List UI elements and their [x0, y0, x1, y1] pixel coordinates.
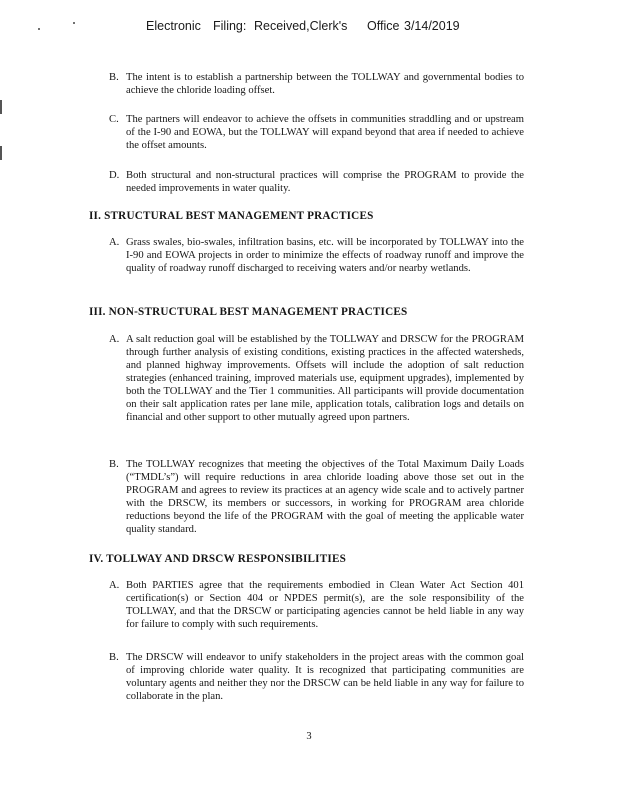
- section-heading-structural: II. STRUCTURAL BEST MANAGEMENT PRACTICES: [89, 210, 374, 222]
- list-item: [109, 236, 524, 275]
- list-item: [109, 113, 524, 152]
- list-item-text: The TOLLWAY recognizes that meeting the objectives of the Total Maximum Daily Loads (“TMDL’s”) will require reductions in area chloride loading above those set out in the PROGRAM and agrees to review its practices at an agency wide scale and to actively partner with the DRSCW, its members or successors, in working for PROGRAM area chloride reductions beyond the life of the PROGRAM with the goal of meeting the applicable water quality standard.: [126, 459, 524, 535]
- section-heading-responsibilities: IV. TOLLWAY AND DRSCW RESPONSIBILITIES: [89, 553, 347, 565]
- list-item-text: The DRSCW will endeavor to unify stakeholders in the project areas with the common goal of improving chloride water quality. It is recognized that participating communities are voluntary agents and neither they nor the DRSCW can be held liable in any way for failure to collaborate in the plan.: [126, 652, 524, 702]
- list-item-text: Grass swales, bio-swales, infiltration basins, etc. will be incorporated by TOLLWAY into the I-90 and EOWA projects in order to minimize the effects of roadway runoff and improve the quality of roadway runoff discharged to receiving waters and/or nearby wetlands.: [126, 237, 524, 274]
- list-item: [109, 333, 524, 424]
- list-item: [109, 579, 524, 631]
- list-item-text: A salt reduction goal will be established by the TOLLWAY and DRSCW for the PROGRAM through further analysis of existing conditions, existing practices in the affected watersheds, and planned highway improvements. Offsets will include the adoption of salt reduction strategies (enhanced training, improved materials use, equipment upgrades), implemented by both the TOLLWAY and the Tier 1 communities. All participants will provide documentation on their salt application rates per lane mile, application totals, calibration logs and details on financial and other support to other mutually agreed upon partners.: [126, 334, 524, 423]
- list-item-text: Both PARTIES agree that the requirements embodied in Clean Water Act Section 401 certification(s) or Section 404 or NPDES permit(s), are the sole responsibility of the TOLLWAY, and that the DRSCW or participating agencies cannot be held liable in any way for failure to comply with such requirements.: [126, 580, 524, 630]
- list-item-letter: C.: [109, 114, 119, 125]
- list-item: [109, 71, 524, 97]
- list-item-text: The partners will endeavor to achieve the offsets in communities straddling and or upstream of the I-90 and EOWA, but the TOLLWAY will expand beyond that area if needed to achieve the offset amounts.: [126, 114, 524, 151]
- list-item-letter: B.: [109, 652, 119, 663]
- list-item-text: The intent is to establish a partnership between the TOLLWAY and governmental bodies to achieve the chloride loading offset.: [126, 72, 524, 96]
- section-heading-non-structural: III. NON-STRUCTURAL BEST MANAGEMENT PRACTICES: [89, 306, 408, 318]
- list-item-letter: A.: [109, 334, 120, 345]
- filing-stamp-electronic: Electronic: [146, 19, 201, 33]
- list-item: [109, 458, 524, 536]
- list-item: [109, 169, 524, 195]
- list-item-letter: A.: [109, 580, 120, 591]
- filing-stamp-date: 3/14/2019: [404, 19, 460, 33]
- filing-stamp-received: Received,Clerk's: [254, 19, 348, 33]
- list-item: [109, 651, 524, 703]
- list-item-letter: B.: [109, 72, 119, 83]
- filing-stamp-filing: Filing:: [213, 19, 247, 33]
- filing-stamp-office: Office: [367, 19, 400, 33]
- list-item-letter: D.: [109, 170, 120, 181]
- list-item-letter: A.: [109, 237, 120, 248]
- list-item-letter: B.: [109, 459, 119, 470]
- list-item-text: Both structural and non-structural practices will comprise the PROGRAM to provide the needed improvements in water quality.: [126, 170, 524, 194]
- page-number: 3: [306, 731, 312, 742]
